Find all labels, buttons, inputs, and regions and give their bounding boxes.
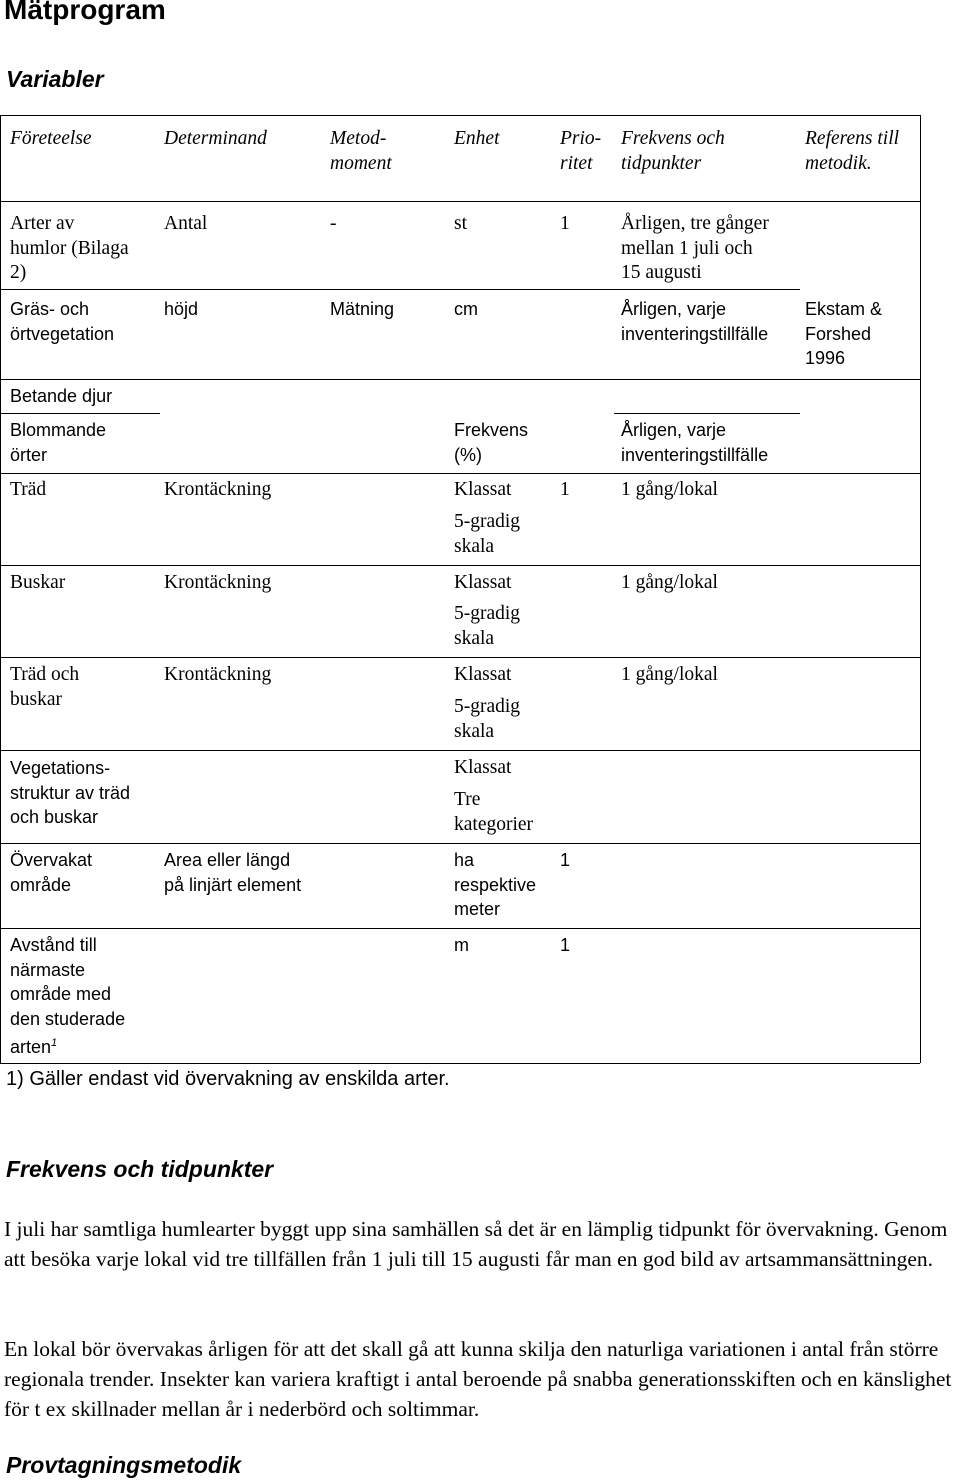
table-cell-determinand: Krontäckning xyxy=(164,479,272,500)
table-cell-unit: Frekvens (%) xyxy=(454,420,529,465)
table-cell-frequency: Årligen, tre gånger mellan 1 juli och 15 augusti xyxy=(621,213,769,283)
table-cell-priority: 1 xyxy=(560,479,570,500)
table-cell-frequency: 1 gång/lokal xyxy=(621,479,718,500)
table-cell-feature: Blommande örter xyxy=(10,420,107,465)
page-title: Mätprogram xyxy=(4,0,166,25)
section-heading-variables: Variabler xyxy=(6,66,104,92)
table-cell-determinand: Area eller längd på linjärt element xyxy=(164,850,302,895)
table-cell-priority: 1 xyxy=(560,935,571,955)
header-determinand: Determinand xyxy=(164,128,267,149)
paragraph-frequency-2: En lokal bör övervakas årligen för att det skall gå att kunna skilja den naturliga variationen i antal från större regionala trender. Insekter kan variera kraftigt i antal beroende på snabba generationsskiften och en känslighet för t ex skillnader mellan år i nederbörd och soltimmar. xyxy=(4,1337,952,1421)
table-cell-feature: Vegetations- struktur av träd och buskar xyxy=(10,758,131,827)
paragraph-frequency-1: I juli har samtliga humlearter byggt upp sina samhällen så det är en lämplig tidpunkt för övervakning. Genom att besöka varje lokal vid tre tillfällen från 1 juli till 15 augusti får man en god bild av artsammansättningen. xyxy=(4,1217,948,1271)
table-cell-determinand: Antal xyxy=(164,213,208,234)
table-cell-unit-scale: 5-gradig skala xyxy=(454,511,521,557)
table-cell-reference: Ekstam & Forshed 1996 xyxy=(805,299,883,368)
table-cell-feature: Gräs- och örtvegetation xyxy=(10,299,115,344)
table-cell-unit: m xyxy=(454,935,469,955)
table-cell-frequency: 1 gång/lokal xyxy=(621,664,718,685)
table-cell-determinand: Krontäckning xyxy=(164,572,272,593)
table-cell-feature: Buskar xyxy=(10,572,66,593)
table-cell-frequency: Årligen, varje inventeringstillfälle xyxy=(621,299,769,344)
table-cell-feature: Betande djur xyxy=(10,386,113,406)
section-heading-frequency: Frekvens och tidpunkter xyxy=(6,1156,274,1182)
header-method: Metod- moment xyxy=(330,128,392,174)
table-cell-frequency: Årligen, varje inventeringstillfälle xyxy=(621,420,769,465)
table-cell-method: - xyxy=(330,213,337,234)
table-cell-feature: Avstånd till närmaste område med den studerade arten$^1$ xyxy=(10,935,126,1058)
table-cell-priority: 1 xyxy=(560,850,571,870)
table-cell-unit: Klassat xyxy=(454,664,512,685)
table-cell-unit: Klassat xyxy=(454,757,512,778)
table-cell-method: Mätning xyxy=(330,299,395,319)
table-cell-feature: Träd xyxy=(10,479,47,500)
table-cell-feature: Arter av humlor (Bilaga 2) xyxy=(10,213,129,283)
header-priority: Prio- ritet xyxy=(560,128,602,174)
table-cell-unit: cm xyxy=(454,299,478,319)
table-cell-unit: ha respektive meter xyxy=(454,850,537,919)
table-cell-determinand: höjd xyxy=(164,299,199,319)
table-cell-unit-scale: 5-gradig skala xyxy=(454,696,521,742)
table-cell-unit: Klassat xyxy=(454,479,512,500)
table-cell-unit-scale: Tre kategorier xyxy=(454,789,534,835)
section-heading-sampling: Provtagningsmetodik xyxy=(6,1452,242,1478)
table-cell-unit: st xyxy=(454,213,468,234)
table-footnote: 1) Gäller endast vid övervakning av enskilda arter. xyxy=(6,1068,450,1090)
table-cell-priority: 1 xyxy=(560,213,570,234)
table-cell-unit: Klassat xyxy=(454,572,512,593)
table-cell-unit-scale: 5-gradig skala xyxy=(454,603,521,649)
header-frequency: Frekvens och tidpunkter xyxy=(621,128,725,174)
table-cell-feature: Övervakat område xyxy=(10,850,93,895)
table-cell-feature: Träd och buskar xyxy=(10,664,80,710)
header-feature: Företeelse xyxy=(10,128,92,149)
header-unit: Enhet xyxy=(454,128,500,149)
header-reference: Referens till metodik. xyxy=(805,128,900,174)
table-cell-determinand: Krontäckning xyxy=(164,664,272,685)
table-cell-frequency: 1 gång/lokal xyxy=(621,572,718,593)
